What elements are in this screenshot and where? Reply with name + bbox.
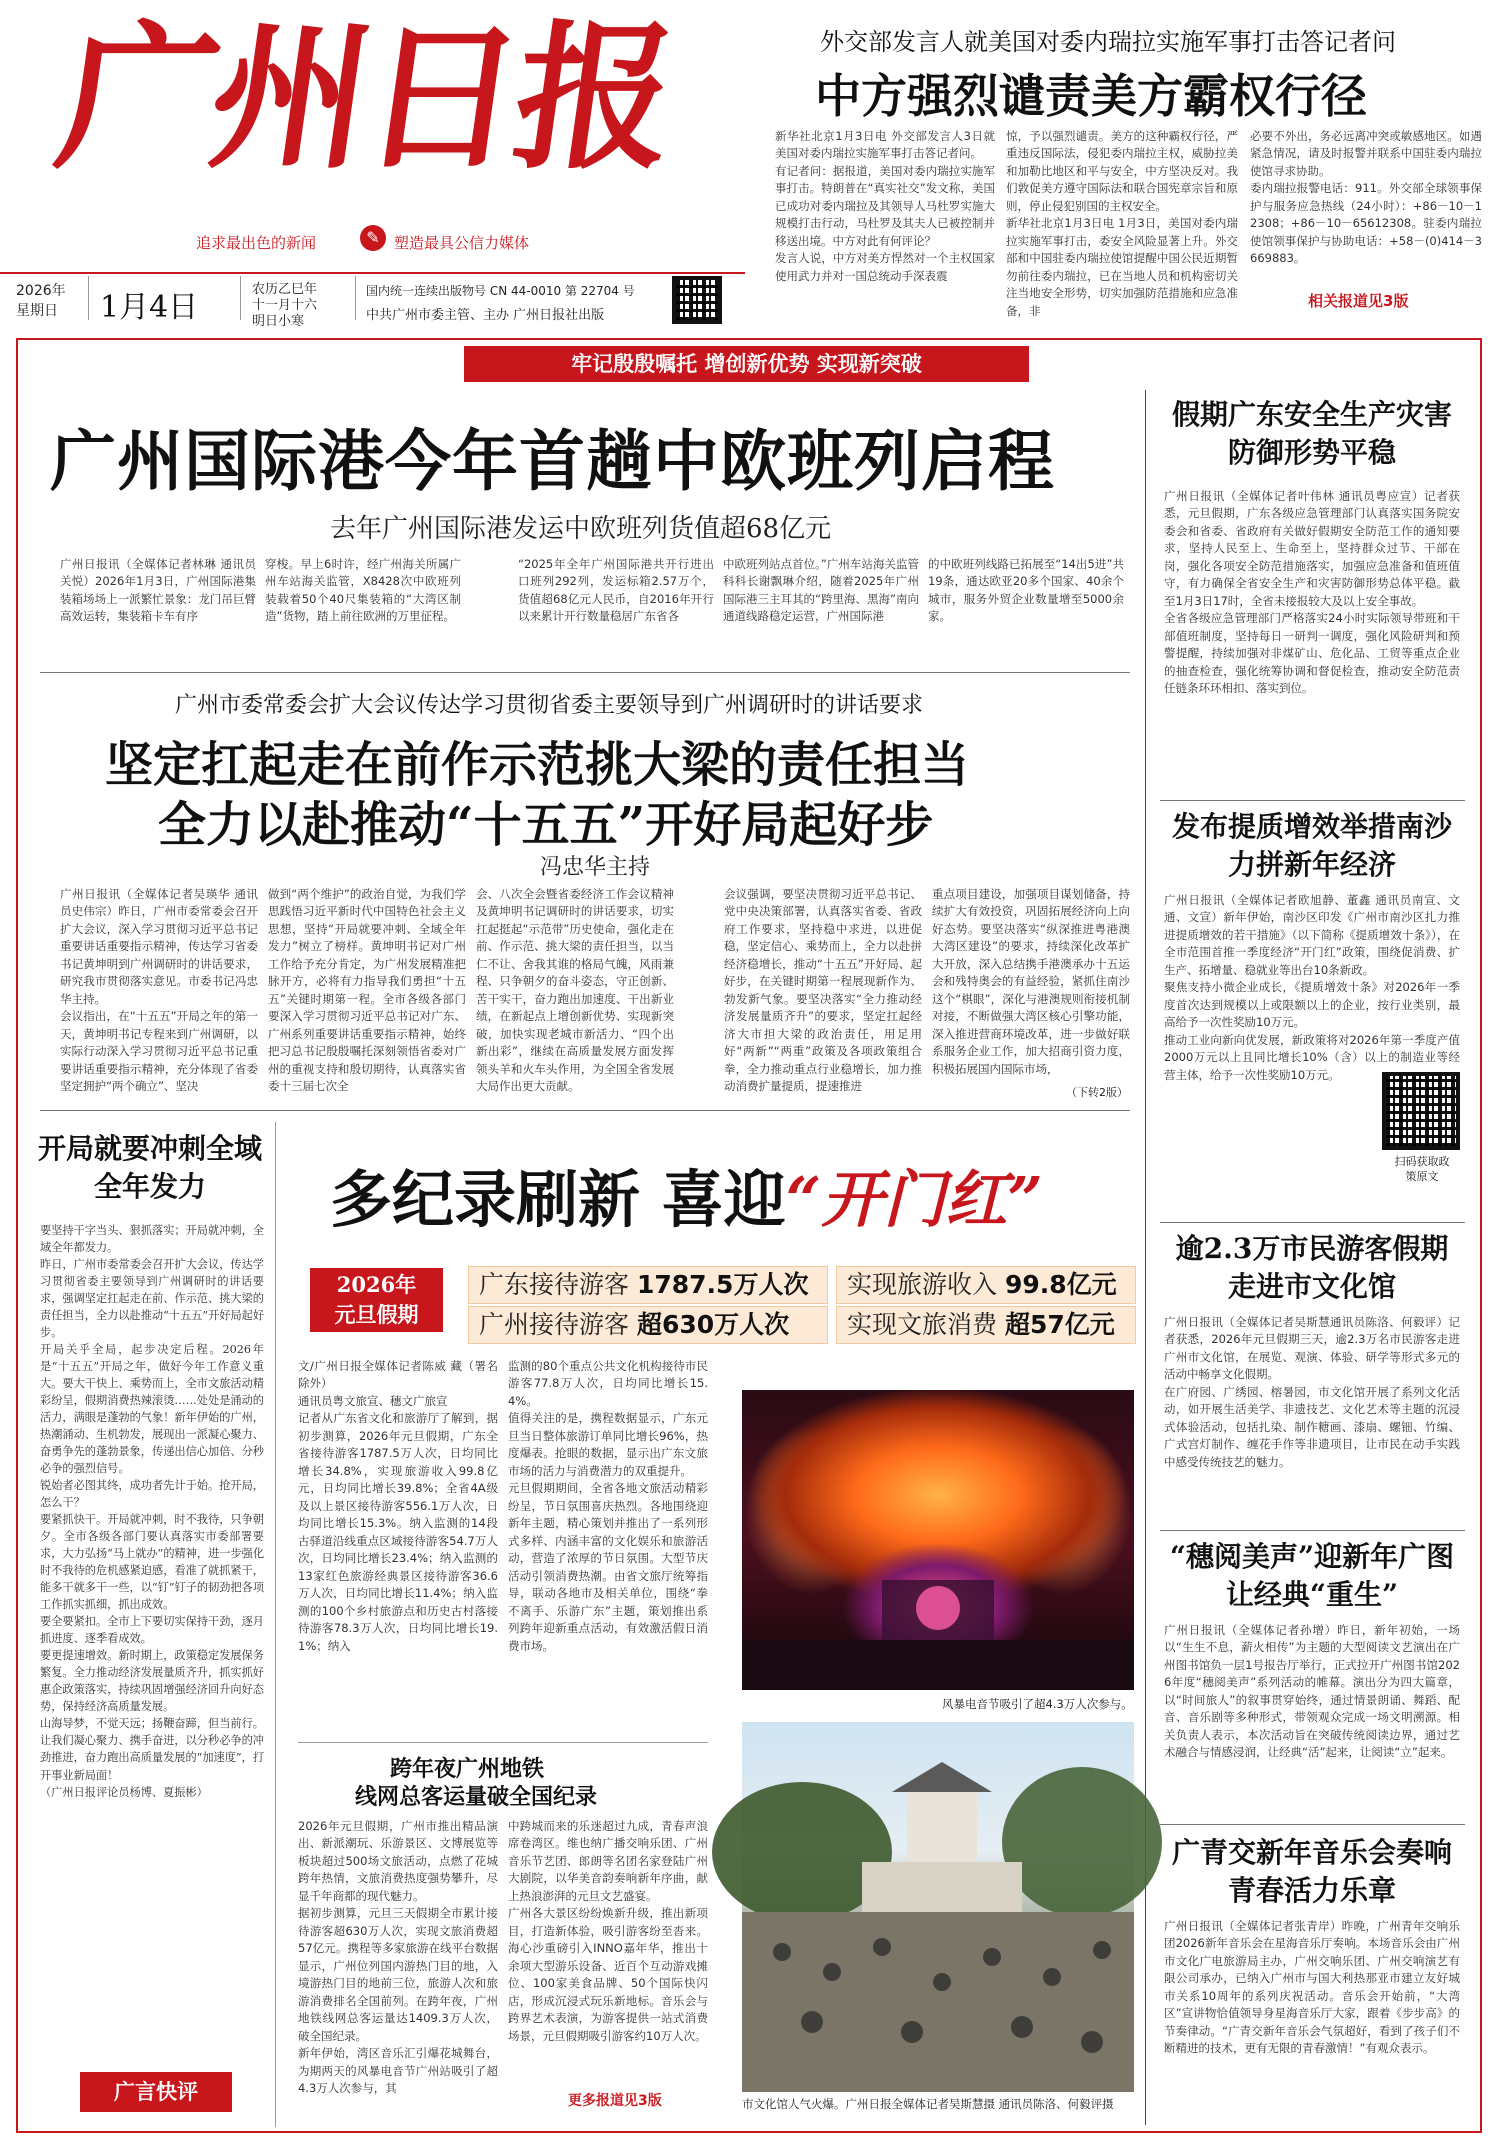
divider [88, 276, 89, 320]
publisher: 中共广州市委主管、主办 广州日报社出版 [366, 308, 605, 323]
policy-qr-code-icon[interactable] [1382, 1072, 1460, 1150]
section-divider [40, 672, 1130, 673]
holiday-badge [310, 1268, 443, 1332]
subway-headline-1: 跨年夜广州地铁 [390, 1756, 545, 1782]
commentary-headline: 开局就要冲刺全域全年发力 [37, 1132, 262, 1203]
right-story-4-headline: “穗阅美声”迎新年广图让经典“重生” [1169, 1540, 1455, 1611]
lead-story-subhead: 去年广州国际港发运中欧班列货值超68亿元 [330, 514, 832, 544]
section-divider [1160, 1530, 1465, 1531]
lead-story-col-5: 的中欧班列线路已拓展至“14出5进”共19条，通达欧亚20多个国家、40余个城市，服务外贸企业数量增至5000余家。 [928, 557, 1124, 624]
second-story-col-1: 广州日报讯（全媒体记者吴瑛华 通讯员史伟宗）昨日，广州市委常委会召开扩大会议，深入学习贯彻习近平总书记重要讲话重要指示精神，传达学习省委书记黄坤明到广州调研时的讲话要求，研究我市贯彻落实意见。市委书记冯忠华主持。 会议指出，在“十五五”开局之年的第一天，黄坤明书记专程来到广州调研，以实际行动深入学习贯彻习近平总书记重要讲话重要指示精神，充分体现了省委坚定拥护“两个确立”、坚决 [60, 887, 258, 1094]
second-story-col-3: 会、八次全会暨省委经济工作会议精神及黄坤明书记调研时的讲话要求，切实扛起挺起“示范带”历史使命，强化走在前、作示范、挑大梁的责任担当，以当仁不让、舍我其谁的格局气魄，风雨兼程、只争朝夕的奋斗姿态，守正创新、苦干实干，奋力跑出加速度、干出新业绩，在新起点上增创新优势、实现新突破，加快实现老城市新活力、“四个出新出彩”，继续在高质量发展方面发挥领头羊和火车头作用，为全国全省发展大局作出更大贡献。 [476, 887, 674, 1094]
right-story-1-headline: 假期广东安全生产灾害防御形势平稳 [1171, 398, 1452, 469]
stat-value: 超57亿元 [1004, 1310, 1115, 1339]
second-story-col-5: 重点项目建设，加强项目谋划储备，持续扩大有效投资，巩固拓展经济向上向好态势。要坚决落实“纵深推进粤港澳大湾区建设”的要求，持续深化改革扩大开放，深入总结携手港澳承办十五运会和残特奥会的有益经验，紧抓住南沙这个“棋眼”，深化与港澳规则衔接机制对接，不断做强大湾区核心引擎功能，深入推进营商环境改革，进一步做好联系服务企业工作，加大招商引资力度，积极拓展国内国际市场， [932, 887, 1130, 1076]
stat-value: 99.8亿元 [1004, 1270, 1117, 1299]
lunar-year: 农历乙巳年 [252, 282, 318, 297]
divider [240, 276, 241, 320]
second-story-host: 冯忠华主持 [540, 855, 651, 880]
commentary-tag: 广言快评 [80, 2072, 232, 2112]
newspaper-logo-icon: ✎ [360, 225, 386, 251]
stat-label: 实现旅游收入 [847, 1270, 998, 1299]
stat-tourism-revenue [836, 1266, 1136, 1304]
feature-col-1: 文/广州日报全媒体记者陈威 藏（署名除外） 通讯员粤文旅宣、穗文广旅宣 记者从广东省文化和旅游厅了解到，据初步测算，2026年元旦假期，广东全省接待游客1787.5万人次，日均同比增长34.8%，实现旅游收入99.8亿元，日均同比增长39.8%；全省4A级及以上景区接待游客556.1万人次，日均同比增长15.3%。纳入监测的14段古驿道沿线重点区域接待游客54.7万人次，日均同比增长23.4%；纳入监测的13家红色旅游经典景区接待游客36.6万人次，日均同比增长11.4%；纳入监测的100个乡村旅游点和历史古村落接待游客78.3万人次，日均同比增长19.1%；纳入 [298, 1359, 498, 1653]
lead-story-col-2: 穿梭。早上6时许，经广州海关所属广州车站海关监管，X8428次中欧班列装载着50个40尺集装箱的“大湾区制造”货物，踏上前往欧洲的万里征程。 [265, 557, 461, 624]
lead-story-headline: 广州国际港今年首趟中欧班列启程 [50, 422, 1055, 500]
right-story-5-text: 广州日报讯（全媒体记者张青岸）昨晚，广州青年交响乐团2026新年音乐会在星海音乐厅奏响。本场音乐会由广州市文化广电旅游局主办，广州交响乐团、广州交响演艺有限公司承办，已纳入广州市与国大利热那亚市建立友好城市关系10周年的系列庆祝活动。音乐会开始前，“大湾区”宣讲物恰值领导身星海音乐厅大家，跟着《步步高》的节奏律动。“广青交新年音乐会气氛超好，看到了孩子们不断精进的技术，更有无限的青春激情！”有观众表示。 [1164, 1919, 1460, 2056]
feature-col-3: 2026年元旦假期，广州市推出精品演出、新派潮玩、乐游景区、文博展览等板块超过500场文旅活动，点燃了花城跨年热情，文旅消费热度强势攀升，尽显千年商都的现代魅力。 据初步测算，元旦三天假期全市累计接待游客超630万人次，实现文旅消费超57亿元。携程等多家旅游在线平台数据显示，广州位列国内游热门目的地，入境游热门目的地前三位，旅游人次和旅游消费排名全国前列。在跨年夜，广州地铁线网总客运量达1409.3万人次，破全国纪录。 新年伊始，湾区音乐汇引爆花城舞台，为期两天的风暴电音节广州站吸引了超4.3万人次参与，其 [298, 1819, 498, 2096]
info-bar [0, 272, 745, 329]
stat-guangzhou-visitors [468, 1306, 828, 1344]
badge-holiday: 元旦假期 [334, 1302, 419, 1327]
top-story-col-3: 必要不外出，务必远离冲突或敏感地区。如遇紧急情况，请及时报警并联系中国驻委内瑞拉使馆寻求协助。 委内瑞拉报警电话：911。外交部全球领事保护与服务应急热线（24小时）：+86－10－12308；+86－10－65612308。驻委内瑞拉使馆领事保护与协助电话：+58－(0)414－3669883。 [1250, 129, 1482, 266]
date: 1月4日 [100, 290, 199, 325]
concert-photo-caption: 风暴电音节吸引了超4.3万人次参与。 [942, 1697, 1133, 1711]
column-rule [275, 1122, 276, 2127]
issn: 国内统一连续出版物号 CN 44-0010 第 22704 号 [366, 284, 635, 298]
section-divider [1160, 800, 1465, 801]
top-story-see-more-link[interactable]: 相关报道见3版 [1308, 292, 1409, 310]
feature-col-4: 中跨城而来的乐迷超过九成，青春声浪席卷湾区。维也纳广播交响乐团、广州音乐节艺团、郎朗等名团名家登陆广州大剧院，以华美音韵奏响新年序曲，献上热浪澎湃的元旦文艺盛宴。 广州各大景区纷纷焕新升级，推出新项目，打造新体验，吸引游客纷至沓来。海心沙重磅引入INNO嘉年华，推出十余项大型游乐设备、近百个互动游戏摊位、100家美食品牌、50个国际快闪店，形成沉浸式玩乐新地标。音乐会与跨界艺术表演，为游客提供一站式消费场景，元旦假期吸引游客约10万人次。 [508, 1819, 708, 2043]
solar-term: 明日小寒 [252, 314, 305, 329]
right-story-3-headline: 逾2.3万市民游客假期走进市文化馆 [1175, 1232, 1449, 1303]
section-divider [1160, 1824, 1465, 1825]
lead-story-col-3: “2025年全年广州国际港共开行进出口班列292列，发运标箱2.57万个，货值超68亿元人民币，自2016年开行以来累计开行数量稳居广东省各 [518, 557, 714, 624]
section-divider [40, 1110, 1130, 1111]
masthead-title: 广州日报 [47, 6, 682, 191]
section-divider [298, 1742, 708, 1743]
culture-center-photo [742, 1722, 1134, 2092]
right-story-2-headline: 发布提质增效举措南沙力拼新年经济 [1171, 810, 1452, 881]
culture-center-photo-caption: 市文化馆人气火爆。广州日报全媒体记者吴斯慧摄 通讯员陈洛、何毅评摄 [742, 2097, 1114, 2111]
second-story-kicker: 广州市委常委会扩大会议传达学习贯彻省委主要领导到广州调研时的讲话要求 [175, 693, 924, 718]
stat-label: 广州接待游客 [479, 1310, 630, 1339]
stat-guangdong-visitors [468, 1266, 828, 1304]
year: 2026年 [16, 283, 66, 299]
qr-caption: 扫码获取政策原文 [1394, 1155, 1450, 1184]
top-story-col-2: 惊，予以强烈谴责。美方的这种霸权行径，严重违反国际法，侵犯委内瑞拉主权，威胁拉美和加勒比地区和平与安全，中方坚决反对。我们敦促美方遵守国际法和联合国宪章宗旨和原则，停止侵犯别国的主权安全。 新华社北京1月3日电 1月3日，美国对委内瑞拉实施军事打击，委安全风险显著上升。外交部和中国驻委内瑞拉使馆提醒中国公民近期暂勿前往委内瑞拉，已在当地人员和机构密切关注当地安全形势，切实加强防范措施和应急准备，非 [1006, 129, 1238, 318]
feature-headline-highlight: “开门红” [785, 1163, 1043, 1236]
commentary-text: 要坚持干字当头、狠抓落实；开局就冲刺，全域全年都发力。 昨日，广州市委常委会召开扩大会议，传达学习贯彻省委主要领导到广州调研时的讲话要求，强调坚定扛起走在前、作示范、挑大梁的责任担当，全力以赴推动“十五五”开好局起好步。 开局关乎全局，起步决定后程。2026年是“十五五”开局之年，做好今年工作意义重大。要大干快上、乘势而上，全市文旅活动精彩纷呈，假期消费热辣滚烫……处处是涌动的活力，满眼是蓬勃的气象！新年伊始的广州，热潮涌动、生机勃发，展现出一派凝心聚力、奋勇争先的蓬勃景象，传递出信心加倍、分秒必争的强烈信号。 锐始者必图其终，成功者先计于始。抢开局，怎么干？ 要紧抓快干。开局就冲刺，时不我待，只争朝夕。全市各级各部门要认真落实市委部署要求，大力弘扬“马上就办”的精神，进一步强化时不我待的危机感紧迫感，看准了就抓紧干，能多干就多干一些，以“钉”钉子的韧劲把各项工作抓实抓细，抓出成效。 要全要紧扣。全市上下要切实保持干劲，逐月抓进度、逐季看成效。 要更提速增效。新时期上，政策稳定发展保务繁复。全力推动经济发展量质齐升，抓实抓好惠企政策落实，持续巩固增强经济回升向好态势，保持经济高质量发展。 山海导梦，不觉天远；扬鞭奋蹄，但当前行。让我们凝心聚力、携手奋进，以分秒必争的冲劲推进，奋力跑出高质量发展的“加速度”，打开事业新局面！ （广州日报评论员杨博、夏振彬） [40, 1224, 265, 1799]
lead-story-col-1: 广州日报讯（全媒体记者林琳 通讯员关悦）2026年1月3日，广州国际港集装箱场场上一派繁忙景象：龙门吊巨臂高效运转，集装箱卡车有序 [60, 557, 256, 624]
lunar-day: 十一月十六 [252, 298, 318, 313]
second-story-headline-2: 全力以赴推动“十五五”开好局起好步 [158, 797, 934, 853]
weekday: 星期日 [16, 303, 58, 319]
lead-story-col-4: 中欧班列站点首位。”广州车站海关监管科科长谢飘琳介绍，随着2025年广州国际港三主耳其的“跨里海、黑海”南向通道线路稳定运营，广州国际港 [723, 557, 919, 624]
continued-note: （下转2版） [1066, 1086, 1128, 1099]
second-story-col-2: 做到“两个维护”的政治自觉，为我们学思践悟习近平新时代中国特色社会主义思想，坚持“开局就要冲刺、全域全年发力”树立了榜样。黄坤明书记对广州工作给予充分肯定，为广州发展精准把脉开方，必将有力指导我们勇担“十五五”关键时期第一程。全市各级各部门要深入学习贯彻习近平总书记对广东、广州系列重要讲话重要指示精神，始终把习总书记殷殷嘱托深刻领悟省委对广州的重视支持和殷切期待，认真落实省委十三届七次全 [268, 887, 466, 1094]
top-story-headline: 中方强烈谴责美方霸权行径 [815, 69, 1367, 123]
feature-headline-main: 多纪录刷新 喜迎 [330, 1163, 786, 1236]
masthead [47, 0, 682, 252]
stat-culture-spending [836, 1306, 1136, 1344]
qr-code-icon[interactable] [672, 276, 722, 324]
stat-value: 超630万人次 [636, 1310, 790, 1339]
slogan-left: 追求最出色的新闻 [196, 234, 317, 252]
subway-headline-2: 线网总客运量破全国纪录 [355, 1784, 598, 1810]
feature-col-2: 监测的80个重点公共文化机构接待市民游客77.8万人次，日均同比增长15.4%。 值得关注的是，携程数据显示，广东元旦当日整体旅游订单同比增长96%，热度爆表。抢眼的数据，显示出广东文旅市场的活力与消费潜力的双重提升。 元旦假期期间，全省各地文旅活动精彩纷呈，节日氛围喜庆热烈。各地围绕迎新年主题，精心策划并推出了一系列形式多样、内涵丰富的文化娱乐和旅游活动，营造了浓厚的节日氛围。大型节庆活动引领消费热潮。由省文旅厅统筹指导，联动各地市及相关单位，围绕“拳不离手、乐游广东”主题，策划推出系列跨年迎新重点活动，有效激活假日消费市场。 [508, 1359, 708, 1653]
right-story-4-text: 广州日报讯（全媒体记者孙增）昨日，新年初始，一场以“生生不息，薪火相传”为主题的大型阅读文艺演出在广州图书馆负一层1号报告厅举行，正式拉开广州图书馆2026年度“穗阅美声”系列活动的帷幕。演出分为四大篇章，以“时间旅人”的叙事贯穿始终，通过情景朗诵、舞蹈、配音、音乐剧等多种形式，带领观众完成一场文明溯源。相关负责人表示，本次活动旨在突破传统阅读边界，通过艺术融合与情感浸润，让经典“活”起来，让阅读“立”起来。 [1164, 1623, 1460, 1760]
stat-value: 1787.5万人次 [636, 1270, 809, 1299]
second-story-col-4: 会议强调，要坚决贯彻习近平总书记、党中央决策部署，认真落实省委、省政府工作要求，坚持稳中求进，以进促稳，坚定信心、乘势而上，全力以赴拼经济稳增长，推动“十五五”开好局、起好步，在关键时期第一程展现新作为、勃发新气象。要坚决落实“全力推动经济发展量质齐升”的要求，坚定扛起经济大市担大梁的政治责任，用足用好“两新”“两重”政策及各项政策组合拳，全力推动重点行业稳增长，加力推动消费扩量提质，提速推进 [724, 887, 922, 1094]
campaign-banner: 牢记殷殷嘱托 增创新优势 实现新突破 [464, 346, 1029, 382]
section-divider [1160, 1222, 1465, 1223]
feature-see-more-link[interactable]: 更多报道见3版 [568, 2093, 662, 2109]
right-story-5-headline: 广青交新年音乐会奏响青春活力乐章 [1171, 1836, 1452, 1907]
top-story-col-1: 新华社北京1月3日电 外交部发言人3日就美国对委内瑞拉实施军事打击答记者问。 有记者问：据报道，美国对委内瑞拉实施军事打击。特朗普在“真实社交”发文称，美国已成功对委内瑞拉及其领导人马杜罗实施大规模打击行动，马杜罗及其夫人已被控制并移送出境。中方对此有何评论？ 发言人说，中方对美方悍然对一个主权国家使用武力并对一国总统动手深表震 [775, 129, 995, 283]
slogan-right: 塑造最具公信力媒体 [394, 234, 530, 252]
divider [355, 276, 356, 320]
right-story-3-text: 广州日报讯（全媒体记者吴斯慧通讯员陈洛、何毅评）记者获悉，2026年元旦假期三天，逾2.3万名市民游客走进广州市文化馆，在展览、观演、体验、研学等形式多元的活动中畅享文化假期。 在广府园、广绣园、榕暑园，市文化馆开展了系列文化活动，如开展生活美学、非遗技艺、文化艺术等主题的沉浸式体验活动，包括扎染、制作糖画、漆扇、螺钿、竹编、广式宫灯制作、缠花手作等非遗项目，让市民在动手实践中感受传统技艺的魅力。 [1164, 1315, 1460, 1469]
right-story-1-text: 广州日报讯（全媒体记者叶伟林 通讯员粤应宣）记者获悉，元旦假期，广东各级应急管理部门认真落实国务院安委会和省委、省政府有关做好假期安全防范工作的通知要求，坚持人民至上、生命至上，坚持群众过节、干部在岗，强化各项安全防范措施落实，加强应急准备和值班值守，有力确保全省安全生产和灾害防御形势总体平稳。截至1月3日17时，全省未接报较大及以上安全事故。 全省各级应急管理部门严格落实24小时实际领导带班和干部值班制度，坚持每日一研判一调度，强化风险研判和预警提醒，持续加强对非煤矿山、危化品、工贸等重点企业的抽查检查，强化统筹协调和督促检查，推动安全防范责任链条环环相扣、落实到位。 [1164, 489, 1460, 696]
badge-year: 2026年 [336, 1272, 417, 1297]
concert-photo [742, 1390, 1134, 1690]
stat-label: 广东接待游客 [479, 1270, 630, 1299]
right-story-2-text-top: 广州日报讯（全媒体记者欧旭静、董鑫 通讯员南宣、文通、文宣）新年伊始，南沙区印发《广州市南沙区扎力推进提质增效的若干措施》（以下简称《提质增效十条》），在全市范围首推一季度经济“开门红”政策，围绕促消费、扩生产、拓增量、稳就业等出台10条新政。 聚焦支持小微企业成长，《提质增效十条》对2026年一季度首次达到规模以上或限额以上的企业，按行业类别，最高给予一次性奖励10万元。 推动工业向新向优发展，新政策将对2026年第一季度产值2000万元以上且同比增长10%（含）以上的制造业等经营主体，给予一次性奖励10万元。 [1164, 893, 1460, 1082]
second-story-headline-1: 坚定扛起走在前作示范挑大梁的责任担当 [105, 737, 970, 793]
stat-label: 实现文旅消费 [847, 1310, 998, 1339]
top-story-kicker: 外交部发言人就美国对委内瑞拉实施军事打击答记者问 [820, 28, 1396, 56]
feature-headline [330, 1150, 1043, 1239]
